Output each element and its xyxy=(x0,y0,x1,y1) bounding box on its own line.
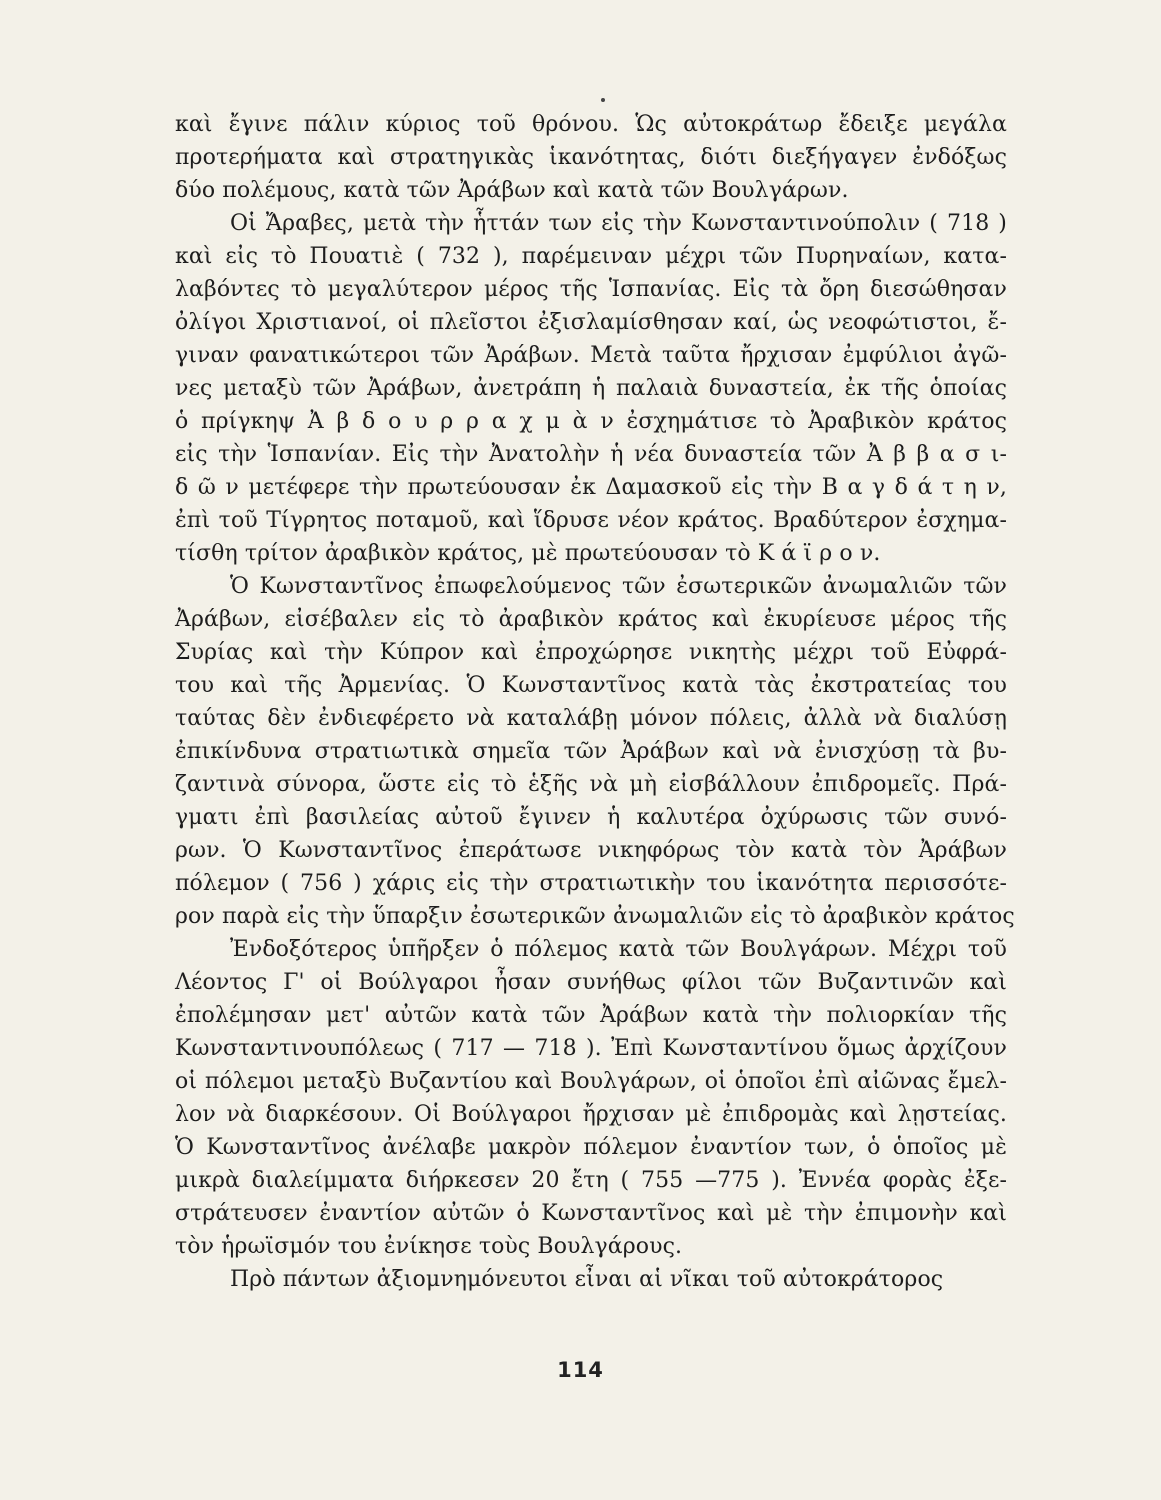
text-line: προτερήματα καὶ στρατηγικὰς ἱκανότητας, διότι διεξήγαγεν ἐνδόξως xyxy=(175,145,1007,170)
paragraph-start-line: Πρὸ πάντων ἀξιομνημόνευτοι εἶναι αἱ νῖκαι τοῦ αὐτοκράτορος xyxy=(230,1267,944,1292)
text-line: ρον παρὰ εἰς τὴν ὕπαρξιν ἐσωτερικῶν ἀνωμαλιῶν εἰς τὸ ἀραβικὸν κράτος xyxy=(175,904,1015,929)
text-line: Κωνσταντινουπόλεως ( 717 — 718 ). Ἐπὶ Κωνσταντίνου ὅμως ἀρχίζουν xyxy=(175,1036,1007,1061)
text-line: λαβόντες τὸ μεγαλύτερον μέρος τῆς Ἱσπανίας. Εἰς τὰ ὄρη διεσώθησαν xyxy=(175,277,1007,302)
text-line: ρων. Ὁ Κωνσταντῖνος ἐπεράτωσε νικηφόρως τὸν κατὰ τὸν Ἀράβων xyxy=(175,838,1007,863)
text-line: ζαντινὰ σύνορα, ὥστε εἰς τὸ ἑξῆς νὰ μὴ εἰσβάλλουν ἐπιδρομεῖς. Πρά- xyxy=(175,772,1007,797)
text-line: ἐπὶ τοῦ Τίγρητος ποταμοῦ, καὶ ἵδρυσε νέον κράτος. Βραδύτερον ἐσχημα- xyxy=(175,508,1007,533)
paragraph-start-line: Ἐνδοξότερος ὑπῆρξεν ὁ πόλεμος κατὰ τῶν Βουλγάρων. Μέχρι τοῦ xyxy=(230,937,1007,962)
text-line: καὶ εἰς τὸ Πουατιὲ ( 732 ), παρέμειναν μέχρι τῶν Πυρηναίων, κατα- xyxy=(175,244,1007,269)
text-line: ταύτας δὲν ἐνδιεφέρετο νὰ καταλάβῃ μόνον πόλεις, ἀλλὰ νὰ διαλύσῃ xyxy=(175,706,1007,731)
text-line: γιναν φανατικώτεροι τῶν Ἀράβων. Μετὰ ταῦτα ἤρχισαν ἐμφύλιοι ἀγῶ- xyxy=(175,343,1007,368)
body-text xyxy=(175,108,1015,1296)
text-line: μικρὰ διαλείμματα διήρκεσεν 20 ἔτη ( 755 —775 ). Ἐννέα φορὰς ἐξε- xyxy=(175,1168,1007,1193)
text-line: πόλεμον ( 756 ) χάρις εἰς τὴν στρατιωτικὴν του ἱκανότητα περισσότε- xyxy=(175,871,1007,896)
text-line: ἐπικίνδυνα στρατιωτικὰ σημεῖα τῶν Ἀράβων καὶ νὰ ἐνισχύσῃ τὰ βυ- xyxy=(175,739,1007,764)
text-line: Συρίας καὶ τὴν Κύπρον καὶ ἐπροχώρησε νικητὴς μέχρι τοῦ Εὐφρά- xyxy=(175,640,1007,665)
text-line: Ἀράβων, εἰσέβαλεν εἰς τὸ ἀραβικὸν κράτος καὶ ἐκυρίευσε μέρος τῆς xyxy=(175,607,1007,632)
text-line: Λέοντος Γ' οἱ Βούλγαροι ἦσαν συνήθως φίλοι τῶν Βυζαντινῶν καὶ xyxy=(175,970,1007,995)
text-line: λον νὰ διαρκέσουν. Οἱ Βούλγαροι ἤρχισαν μὲ ἐπιδρομὰς καὶ λῃστείας. xyxy=(175,1102,1007,1127)
text-line: δ ῶ ν μετέφερε τὴν πρωτεύουσαν ἐκ Δαμασκοῦ εἰς τὴν Β α γ δ ά τ η ν, xyxy=(175,475,1007,500)
text-line: ὁ πρίγκηψ Ἀ β δ ο υ ρ ρ α χ μ ὰ ν ἐσχημάτισε τὸ Ἀραβικὸν κράτος xyxy=(175,409,1007,434)
text-line: ἐπολέμησαν μετ' αὐτῶν κατὰ τῶν Ἀράβων κατὰ τὴν πολιορκίαν τῆς xyxy=(175,1003,1007,1028)
text-line: Ὁ Κωνσταντῖνος ἀνέλαβε μακρὸν πόλεμον ἐναντίον των, ὁ ὁποῖος μὲ xyxy=(175,1135,1007,1160)
text-line: ὀλίγοι Χριστιανοί, οἱ πλεῖστοι ἐξισλαμίσθησαν καί, ὡς νεοφώτιστοι, ἔ- xyxy=(175,310,1007,335)
text-line: εἰς τὴν Ἱσπανίαν. Εἰς τὴν Ἀνατολὴν ἡ νέα δυναστεία τῶν Ἀ β β α σ ι- xyxy=(175,442,1007,467)
text-line: τίσθη τρίτον ἀραβικὸν κράτος, μὲ πρωτεύουσαν τὸ Κ ά ϊ ρ ο ν. xyxy=(175,541,881,566)
text-line: του καὶ τῆς Ἀρμενίας. Ὁ Κωνσταντῖνος κατὰ τὰς ἐκστρατείας του xyxy=(175,673,1007,698)
paragraph-start-line: Ὁ Κωνσταντῖνος ἐπωφελούμενος τῶν ἐσωτερικῶν ἀνωμαλιῶν τῶν xyxy=(230,574,1007,599)
text-line: στράτευσεν ἐναντίον αὐτῶν ὁ Κωνσταντῖνος καὶ μὲ τὴν ἐπιμονὴν καὶ xyxy=(175,1201,1007,1226)
text-line: τὸν ἡρωϊσμόν του ἐνίκησε τοὺς Βουλγάρους. xyxy=(175,1234,683,1259)
text-line: νες μεταξὺ τῶν Ἀράβων, ἀνετράπη ἡ παλαιὰ δυναστεία, ἐκ τῆς ὁποίας xyxy=(175,376,1007,401)
paragraph-start-line: Οἱ Ἄραβες, μετὰ τὴν ἧττάν των εἰς τὴν Κωνσταντινούπολιν ( 718 ) xyxy=(230,211,1007,236)
text-line: γματι ἐπὶ βασιλείας αὐτοῦ ἔγινεν ἡ καλυτέρα ὀχύρωσις τῶν συνό- xyxy=(175,805,1007,830)
text-line: οἱ πόλεμοι μεταξὺ Βυζαντίου καὶ Βουλγάρων, οἱ ὁποῖοι ἐπὶ αἰῶνας ἔμελ- xyxy=(175,1069,1007,1094)
text-line: καὶ ἔγινε πάλιν κύριος τοῦ θρόνου. Ὡς αὐτοκράτωρ ἔδειξε μεγάλα xyxy=(175,112,1007,137)
page-number: 114 xyxy=(557,1358,604,1382)
text-line: δύο πολέμους, κατὰ τῶν Ἀράβων καὶ κατὰ τῶν Βουλγάρων. xyxy=(175,178,849,203)
ink-speck xyxy=(601,98,605,102)
